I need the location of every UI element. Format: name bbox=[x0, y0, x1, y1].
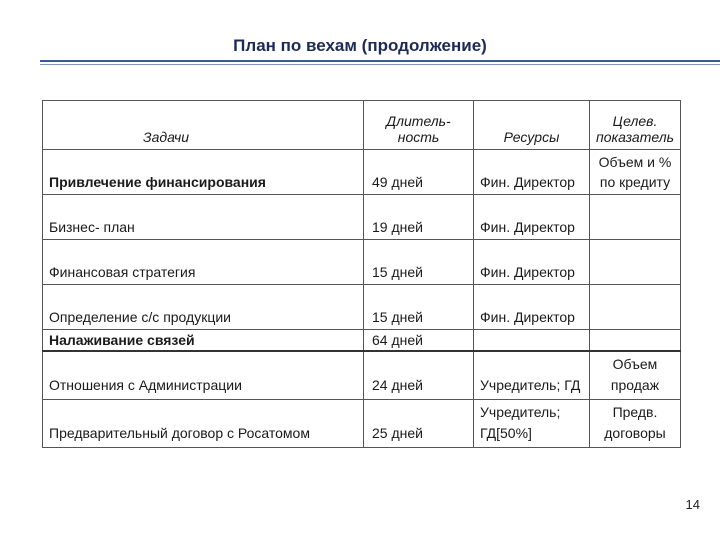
target-cell: Предв. договоры bbox=[590, 400, 681, 448]
duration-cell: 19 дней bbox=[364, 195, 474, 240]
task-cell: Финансовая стратегия bbox=[43, 240, 364, 285]
table-row bbox=[43, 240, 681, 285]
resources-cell: Учредитель; ГД bbox=[474, 351, 590, 400]
target-cell bbox=[590, 330, 681, 352]
title-rule bbox=[40, 60, 720, 62]
task-cell: Предварительный договор с Росатомом bbox=[43, 400, 364, 448]
task-cell: Бизнес- план bbox=[43, 195, 364, 240]
table-row bbox=[43, 285, 681, 330]
duration-cell: 15 дней bbox=[364, 240, 474, 285]
slide-title: План по вехам (продолжение) bbox=[233, 36, 487, 55]
table-row bbox=[43, 351, 681, 400]
duration-cell: 64 дней bbox=[364, 330, 474, 352]
resources-cell bbox=[474, 330, 590, 352]
target-cell: Объем продаж bbox=[590, 351, 681, 400]
resources-cell: Фин. Директор bbox=[474, 195, 590, 240]
resources-cell: Фин. Директор bbox=[474, 240, 590, 285]
table-row bbox=[43, 330, 681, 352]
resources-cell: Фин. Директор bbox=[474, 150, 590, 195]
milestone-table bbox=[42, 100, 681, 448]
header-duration: Длитель-ность bbox=[364, 101, 474, 150]
task-cell: Определение с/с продукции bbox=[43, 285, 364, 330]
header-target: Целев. показатель bbox=[590, 101, 681, 150]
task-cell: Налаживание связей bbox=[43, 330, 364, 352]
table-row bbox=[43, 150, 681, 195]
target-cell bbox=[590, 195, 681, 240]
duration-cell: 25 дней bbox=[364, 400, 474, 448]
task-cell: Привлечение финансирования bbox=[43, 150, 364, 195]
duration-cell: 15 дней bbox=[364, 285, 474, 330]
page-number: 14 bbox=[685, 497, 700, 512]
target-cell bbox=[590, 285, 681, 330]
table-header-row bbox=[43, 101, 681, 150]
title-rule-thin bbox=[40, 64, 720, 65]
duration-cell: 24 дней bbox=[364, 351, 474, 400]
table-row bbox=[43, 400, 681, 448]
resources-cell: Учредитель; ГД[50%] bbox=[474, 400, 590, 448]
header-task: Задачи bbox=[43, 101, 364, 150]
target-cell bbox=[590, 240, 681, 285]
header-resources: Ресурсы bbox=[474, 101, 590, 150]
resources-cell: Фин. Директор bbox=[474, 285, 590, 330]
task-cell: Отношения с Администрации bbox=[43, 351, 364, 400]
duration-cell: 49 дней bbox=[364, 150, 474, 195]
table-row bbox=[43, 195, 681, 240]
target-cell: Объем и % по кредиту bbox=[590, 150, 681, 195]
